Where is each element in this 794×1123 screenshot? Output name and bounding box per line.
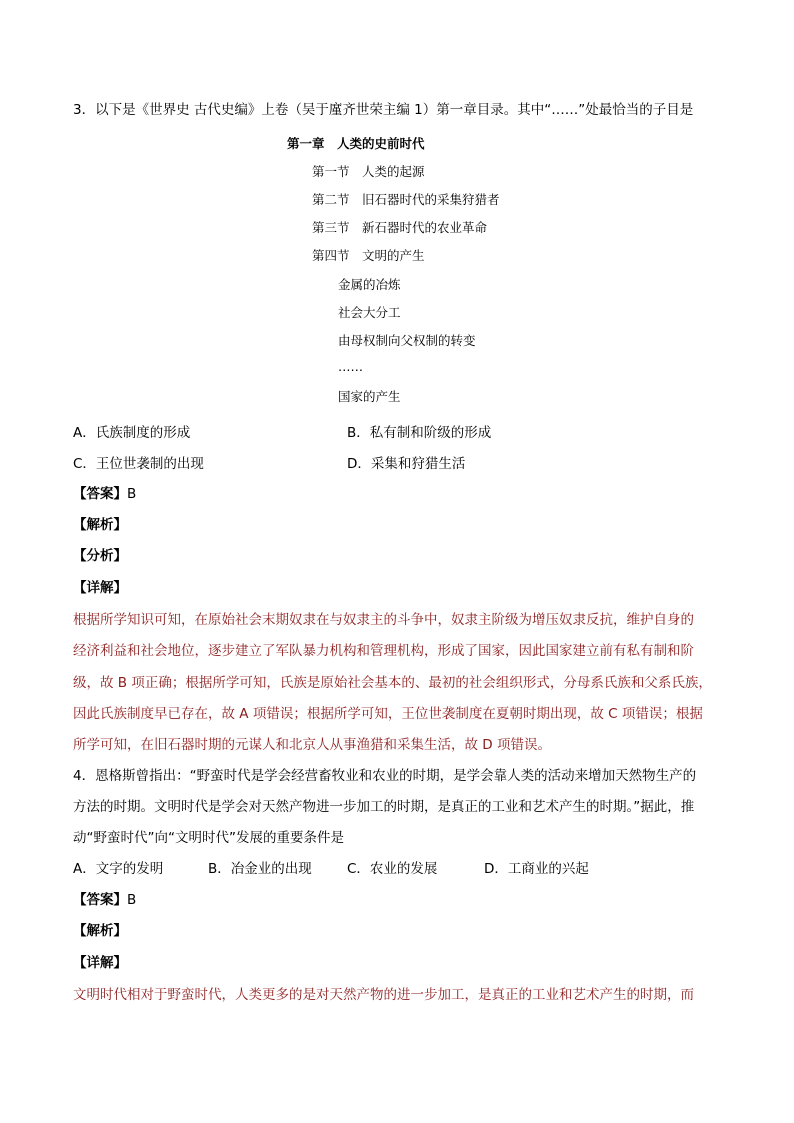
q3-option-a: A．氏族制度的形成 bbox=[73, 425, 191, 441]
answer-tag: 【答案】 bbox=[73, 892, 127, 908]
toc-chapter: 第一章 人类的史前时代 bbox=[287, 136, 425, 151]
q4-answer bbox=[73, 890, 136, 910]
q4-option-c: C．农业的发展 bbox=[347, 861, 438, 877]
toc-section: 第四节 文明的产生 bbox=[312, 248, 425, 263]
q3-fenxi-tag: 【分析】 bbox=[73, 548, 127, 564]
q3-detail-line: 级，故 B 项正确；根据所学可知，氏族是原始社会基本的、最初的社会组织形式，分母系氏族和父系氏族， bbox=[73, 675, 712, 691]
q3-stem: 3．以下是《世界史 古代史编》上卷（吴于廑齐世荣主编 1）第一章目录。其中“……”处最恰当的子目是 bbox=[73, 102, 694, 118]
q4-detail-tag: 【详解】 bbox=[73, 955, 127, 971]
q3-option-b: B．私有制和阶级的形成 bbox=[347, 425, 492, 441]
toc-subitem: 金属的冶炼 bbox=[338, 277, 401, 292]
q4-detail-line: 文明时代相对于野蛮时代，人类更多的是对天然产物的进一步加工，是真正的工业和艺术产生的时期，而 bbox=[73, 987, 694, 1003]
q3-option-d: D．采集和狩猎生活 bbox=[347, 456, 466, 472]
q3-detail-line: 因此氏族制度早已存在，故 A 项错误；根据所学可知，王位世袭制度在夏朝时期出现，故 C 项错误；根据 bbox=[73, 706, 703, 722]
q4-analysis-tag: 【解析】 bbox=[73, 923, 127, 939]
answer-value: B bbox=[127, 892, 137, 908]
answer-value: B bbox=[127, 486, 137, 502]
q3-detail-line: 所学可知，在旧石器时期的元谋人和北京人从事渔猎和采集生活，故 D 项错误。 bbox=[73, 737, 551, 753]
toc-section: 第三节 新石器时代的农业革命 bbox=[312, 220, 488, 235]
answer-tag: 【答案】 bbox=[73, 486, 127, 502]
q3-detail-tag: 【详解】 bbox=[73, 580, 127, 596]
q4-stem-line: 4．恩格斯曾指出：“野蛮时代是学会经营畜牧业和农业的时期，是学会靠人类的活动来增加天然物生产的 bbox=[73, 768, 697, 784]
q3-option-c: C．王位世袭制的出现 bbox=[73, 456, 204, 472]
q3-answer bbox=[73, 484, 136, 504]
toc-subitem: 由母权制向父权制的转变 bbox=[338, 333, 476, 348]
toc-subitem: 国家的产生 bbox=[338, 389, 401, 404]
toc-section: 第二节 旧石器时代的采集狩猎者 bbox=[312, 192, 500, 207]
q4-stem-line: 动“野蛮时代”向“文明时代”发展的重要条件是 bbox=[73, 830, 344, 846]
toc-subitem: 社会大分工 bbox=[338, 305, 401, 320]
q3-detail-line: 根据所学知识可知，在原始社会末期奴隶在与奴隶主的斗争中，奴隶主阶级为增压奴隶反抗，维护自身的 bbox=[73, 612, 694, 628]
q4-stem-line: 方法的时期。文明时代是学会对天然产物进一步加工的时期，是真正的工业和艺术产生的时期。”据此，推 bbox=[73, 799, 695, 815]
q3-detail-line: 经济利益和社会地位，逐步建立了军队暴力机构和管理机构，形成了国家，因此国家建立前有私有制和阶 bbox=[73, 643, 694, 659]
q4-option-d: D．工商业的兴起 bbox=[484, 861, 589, 877]
q3-analysis-tag: 【解析】 bbox=[73, 517, 127, 533]
toc-section: 第一节 人类的起源 bbox=[312, 164, 425, 179]
q4-option-a: A．文字的发明 bbox=[73, 861, 164, 877]
toc-subitem: …… bbox=[338, 359, 363, 374]
q4-option-b: B．冶金业的出现 bbox=[208, 861, 312, 877]
